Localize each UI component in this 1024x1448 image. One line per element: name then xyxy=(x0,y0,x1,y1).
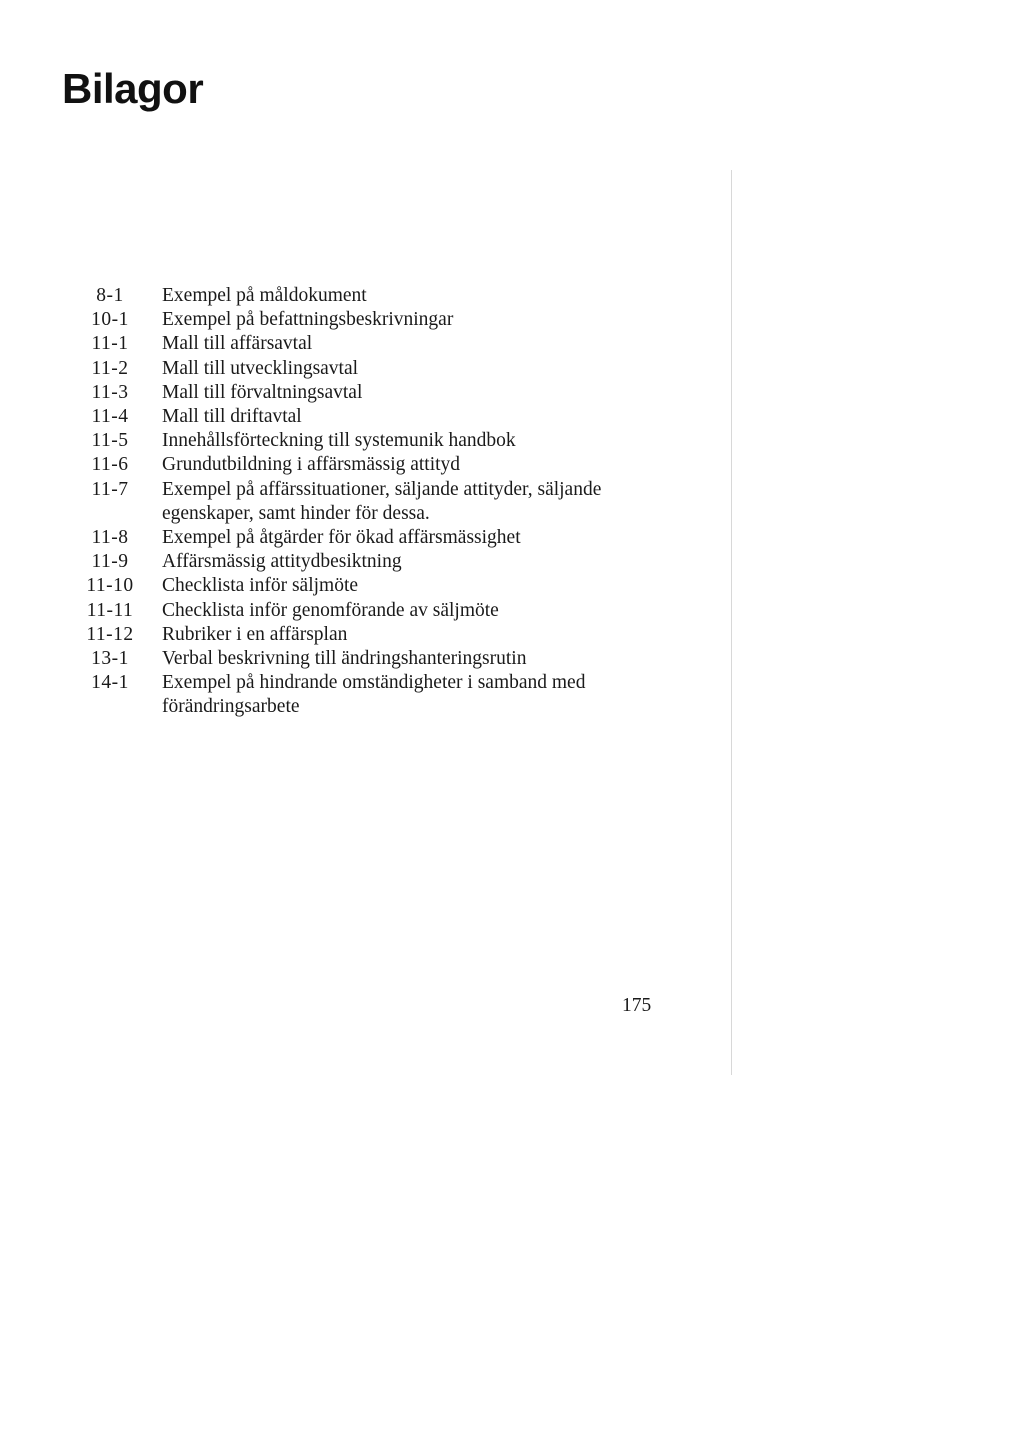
appendix-title: Rubriker i en affärsplan xyxy=(162,623,348,645)
appendix-title: Mall till utvecklingsavtal xyxy=(162,357,359,379)
appendix-title: Exempel på hindrande omständigheter i samband med förändringsarbete xyxy=(162,672,586,718)
appendix-item-13-1 xyxy=(58,647,652,671)
appendix-title: Exempel på befattningsbeskrivningar xyxy=(162,309,454,331)
appendix-title: Exempel på måldokument xyxy=(162,285,367,306)
appendix-number: 13-1 xyxy=(91,648,129,670)
appendix-number: 11-2 xyxy=(91,357,129,379)
page-edge-divider xyxy=(731,170,732,1075)
appendix-number: 11-7 xyxy=(91,478,129,500)
appendix-item-10-1 xyxy=(58,308,652,332)
appendix-title: Checklista inför genomförande av säljmöte xyxy=(162,599,499,621)
page-title: Bilagor xyxy=(62,65,204,112)
appendix-number: 11-10 xyxy=(86,575,134,597)
appendix-title: Exempel på åtgärder för ökad affärsmässighet xyxy=(162,527,521,549)
appendix-title: Checklista inför säljmöte xyxy=(162,575,359,597)
appendix-item-11-5 xyxy=(58,429,652,453)
appendix-number: 11-8 xyxy=(91,527,129,549)
appendix-number: 11-5 xyxy=(91,430,129,452)
appendix-number: 11-4 xyxy=(91,406,129,428)
appendix-number: 11-6 xyxy=(91,454,129,476)
appendix-item-11-9 xyxy=(58,550,652,574)
appendix-item-11-10 xyxy=(58,574,652,598)
page-number: 175 xyxy=(622,995,652,1016)
appendix-item-11-2 xyxy=(58,357,652,381)
appendix-title: Grundutbildning i affärsmässig attityd xyxy=(162,454,461,476)
appendix-title: Innehållsförteckning till systemunik handbok xyxy=(162,430,516,452)
appendix-item-11-1 xyxy=(58,332,652,356)
appendix-number: 8-1 xyxy=(96,285,124,306)
appendix-item-11-3 xyxy=(58,381,652,405)
appendix-title: Mall till driftavtal xyxy=(162,406,302,428)
appendix-list xyxy=(58,284,652,720)
appendix-item-11-4 xyxy=(58,405,652,429)
appendix-number: 11-12 xyxy=(86,623,134,645)
appendix-number: 11-9 xyxy=(91,551,129,573)
appendix-item-11-8 xyxy=(58,526,652,550)
appendix-number: 10-1 xyxy=(91,309,129,331)
appendix-item-11-12 xyxy=(58,623,652,647)
appendix-number: 14-1 xyxy=(91,672,129,694)
appendix-title: Mall till affärsavtal xyxy=(162,333,313,355)
appendix-title: Affärsmässig attitydbesiktning xyxy=(162,551,402,573)
appendix-number: 11-11 xyxy=(86,599,134,621)
appendix-item-8-1 xyxy=(58,284,652,308)
appendix-title: Exempel på affärssituationer, säljande attityder, säljande egenskaper, samt hinder för dessa. xyxy=(162,478,602,524)
appendix-title: Verbal beskrivning till ändringshanteringsrutin xyxy=(162,648,527,670)
appendix-title: Mall till förvaltningsavtal xyxy=(162,381,363,403)
appendix-item-11-6 xyxy=(58,453,652,477)
appendix-number: 11-1 xyxy=(91,333,129,355)
appendix-item-14-1 xyxy=(58,671,652,719)
appendix-number: 11-3 xyxy=(91,381,129,403)
appendix-item-11-11 xyxy=(58,599,652,623)
appendix-item-11-7 xyxy=(58,478,652,526)
